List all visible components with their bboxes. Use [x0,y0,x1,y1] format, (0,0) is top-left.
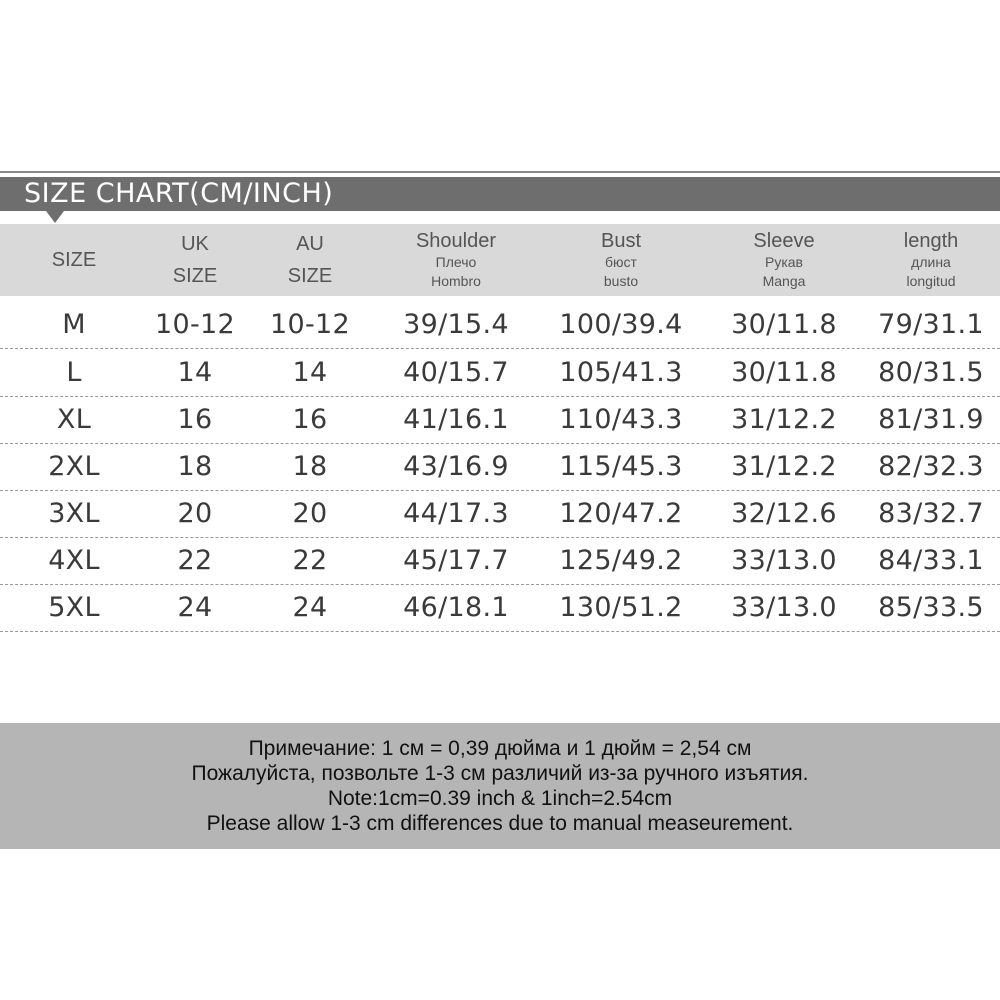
cell-shoulder: 46/18.1 [403,592,509,623]
table-row [0,396,1000,444]
cell-uk-size: 18 [177,451,213,482]
header-sleeve [709,224,859,296]
cell-uk-size: 16 [177,404,213,435]
header-translation: Hombro [431,273,481,289]
cell-bust: 125/49.2 [559,545,683,576]
cell-sleeve: 30/11.8 [731,357,837,388]
cell-shoulder: 43/16.9 [403,451,509,482]
cell-size: 2XL [48,451,100,482]
cell-au-size: 18 [292,451,328,482]
cell-length: 80/31.5 [878,357,984,388]
cell-size: XL [56,404,92,435]
table-row [0,490,1000,538]
note-line-ru-2: Пожалуйста, позвольте 1-3 см различий из-за ручного изъятия. [191,762,809,785]
header-translation: длина [911,254,951,270]
header-label: UK [181,233,209,255]
note-line-en-1: Note:1cm=0.39 inch & 1inch=2.54cm [327,787,673,810]
header-shoulder [381,224,531,296]
cell-size: 3XL [48,498,100,529]
cell-shoulder: 39/15.4 [403,309,509,340]
header-au-size [255,224,365,296]
cell-sleeve: 31/12.2 [731,451,837,482]
cell-au-size: 22 [292,545,328,576]
cell-uk-size: 10-12 [155,309,235,340]
cell-shoulder: 40/15.7 [403,357,509,388]
measurement-note [0,723,1000,849]
cell-size: 5XL [48,592,100,623]
header-translation: busto [603,273,639,289]
header-label: AU [296,233,324,255]
cell-sleeve: 33/13.0 [731,592,837,623]
header-translation: Плечо [435,254,477,270]
cell-bust: 105/41.3 [559,357,683,388]
cell-bust: 100/39.4 [559,309,683,340]
table-row [0,537,1000,585]
cell-uk-size: 22 [177,545,213,576]
header-length [861,224,1000,296]
header-label: length [903,230,959,252]
cell-length: 85/33.5 [878,592,984,623]
note-line-en-2: Please allow 1-3 cm differences due to manual measeurement. [206,812,794,835]
page-title: SIZE CHART(CM/INCH) [24,178,334,209]
cell-size: M [62,309,86,340]
cell-uk-size: 20 [177,498,213,529]
top-divider [0,171,1000,173]
cell-shoulder: 45/17.7 [403,545,509,576]
table-row [0,349,1000,397]
cell-au-size: 14 [292,357,328,388]
cell-sleeve: 30/11.8 [731,309,837,340]
header-label: SIZE [172,265,218,287]
cell-sleeve: 33/13.0 [731,545,837,576]
header-label: SIZE [287,265,333,287]
table-row [0,584,1000,632]
table-header [0,224,1000,296]
header-label: Bust [600,230,642,252]
cell-sleeve: 31/12.2 [731,404,837,435]
cell-bust: 110/43.3 [559,404,683,435]
cell-sleeve: 32/12.6 [731,498,837,529]
cell-shoulder: 41/16.1 [403,404,509,435]
header-uk-size [140,224,250,296]
cell-shoulder: 44/17.3 [403,498,509,529]
note-line-ru-1: Примечание: 1 см = 0,39 дюйма и 1 дюйм = 2,54 см [248,737,752,760]
cell-size: L [66,357,82,388]
cell-length: 83/32.7 [878,498,984,529]
cell-au-size: 16 [292,404,328,435]
cell-length: 79/31.1 [878,309,984,340]
cell-uk-size: 24 [177,592,213,623]
header-label: Sleeve [753,230,815,252]
table-row [0,443,1000,491]
cell-au-size: 24 [292,592,328,623]
cell-size: 4XL [48,545,100,576]
header-translation: бюст [605,254,637,270]
cell-bust: 115/45.3 [559,451,683,482]
size-chart-banner [0,177,1000,211]
cell-bust: 120/47.2 [559,498,683,529]
cell-uk-size: 14 [177,357,213,388]
table-row [0,301,1000,349]
header-label: SIZE [51,249,97,271]
cell-au-size: 20 [292,498,328,529]
cell-length: 81/31.9 [878,404,984,435]
header-translation: Manga [762,273,806,289]
header-size [4,224,144,296]
cell-length: 82/32.3 [878,451,984,482]
cell-bust: 130/51.2 [559,592,683,623]
cell-au-size: 10-12 [270,309,350,340]
banner-pointer-icon [46,211,64,223]
header-bust [541,224,701,296]
header-label: Shoulder [415,230,497,252]
cell-length: 84/33.1 [878,545,984,576]
header-translation: Рукав [765,254,803,270]
header-translation: longitud [906,273,956,289]
